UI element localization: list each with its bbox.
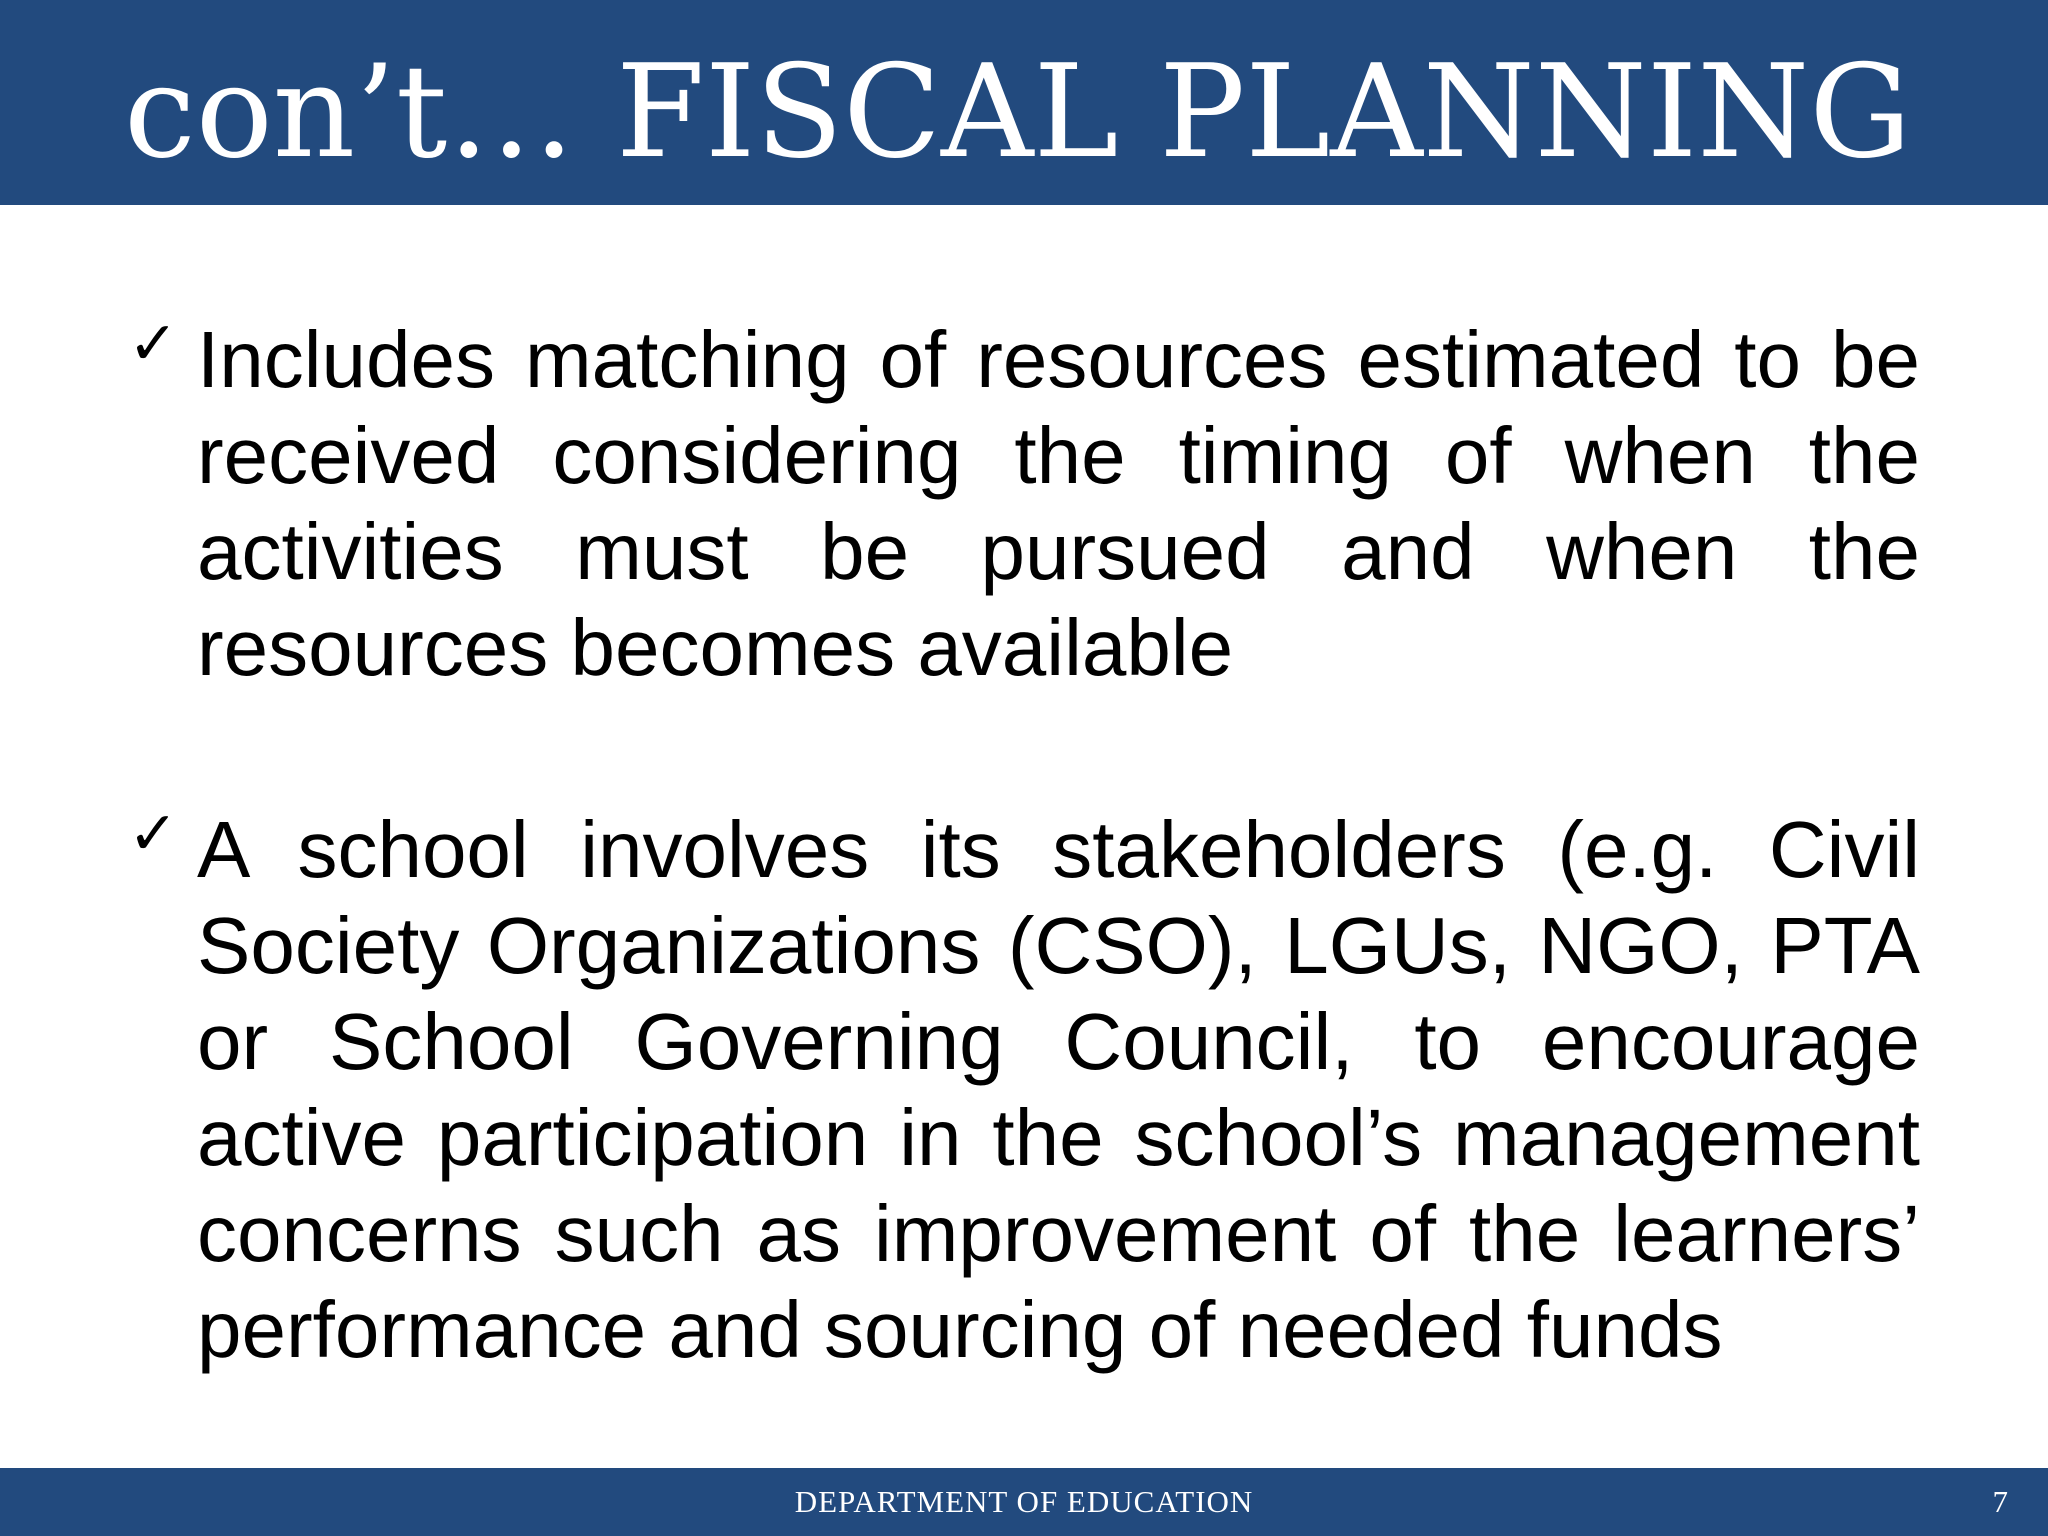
checkmark-icon: ✓ [128,309,179,379]
footer-bar [0,1468,2048,1536]
bullet-text: A school involves its stakeholders (e.g. Civil Society Organizations (CSO), LGUs, NGO, PTA or School Governing Council, to encourage active participation in the school’s management concerns such as improvement of the learners’ performance and sourcing of needed funds [197,805,1920,1374]
slide-title: con’t… FISCAL PLANNING [124,38,1912,187]
bullet-item [124,799,1920,1378]
bullet-list [124,309,1920,1484]
bullet-text: Includes matching of resources estimated to be received considering the timing of when the activities must be pursued and when the resources becomes available [197,315,1920,692]
bullet-item [124,309,1920,696]
page-number: 7 [1992,1484,2008,1519]
title-bar [0,0,2048,205]
footer-organization: DEPARTMENT OF EDUCATION [794,1484,1254,1519]
checkmark-icon: ✓ [128,799,179,869]
